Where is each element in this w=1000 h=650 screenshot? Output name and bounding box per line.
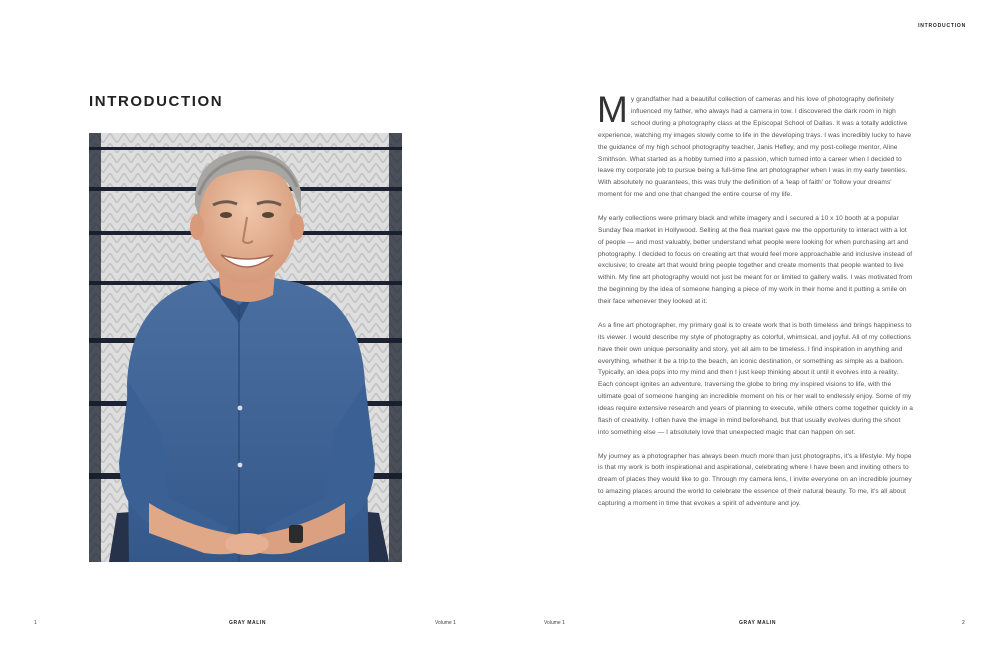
running-head: INTRODUCTION (918, 23, 966, 29)
introduction-body (597, 89, 914, 522)
paragraph-2: My early collections were primary black and white imagery and I secured a 10 x 10 booth at a popular Sunday flea market in Hollywood. Selling at the flea market gave me the opportunity to interact with a lot of people — and most valuably, better understand what people were looking for when purchasing art and photography. I decided to focus on creating art that would feel more approachable and inclusive instead of exclusive; to create art that would bring people together and create moments that people wanted to live within. My fine art photography would not just be meant for or limited to gallery walls. I was motivated from the beginning by the idea of someone hanging a piece of my work in their home and it putting a smile on their face whenever they looked at it. (598, 214, 913, 306)
right-footer-volume: Volume 1 (544, 620, 565, 626)
page-title: INTRODUCTION (89, 93, 224, 110)
right-page-number: 2 (962, 620, 965, 626)
left-footer-volume: Volume 1 (435, 620, 456, 626)
drop-cap: M (597, 89, 628, 130)
paragraph-1 (597, 89, 913, 201)
portrait-photo (89, 133, 402, 562)
paragraph-3: As a fine art photographer, my primary goal is to create work that is both timeless and brings happiness to its viewer. I would describe my style of photography as colorful, whimsical, and joyful. All of my collections have their own unique personality and story, yet all aim to be timeless. I find inspiration in anything and everything, whether it be a trip to the beach, an iconic destination, or something as simple as a balloon. Typically, an idea pops into my mind and then I just keep thinking about it until it evolves into a reality. Each concept ignites an adventure, traversing the globe to bring my inspired visions to life, with the ultimate goal of someone hanging an incredible moment on his or her wall to endlessly enjoy. Some of my ideas require extensive research and years of planning to execute, while others come together quickly in a flash of creativity. I often have the image in mind beforehand, but that usually evolves during the shoot into something else — I absolutely love that unexpected magic that can happen on set. (598, 321, 914, 436)
paragraph-4: My journey as a photographer has always been much more than just photographs, it's a lifestyle. My hope is that my work is both inspirational and aspirational, celebrating where I have been and inviting others to dream of places they would like to go. Through my camera lens, I invite everyone on an incredible journey to amazing places around the world to celebrate the essence of their natural beauty. To me, it's all about capturing a moment in time that evokes a spirit of adventure and joy. (598, 452, 912, 508)
right-footer-author: GRAY MALIN (739, 620, 777, 626)
left-page-number: 1 (34, 620, 37, 626)
left-footer-author: GRAY MALIN (229, 620, 267, 626)
portrait-illustration (89, 133, 402, 562)
paragraph-1-text: y grandfather had a beautiful collection of cameras and his love of photography definitely influenced my father, who always had a camera in tow. I discovered the dark room in high school during a photography class at the Episcopal School of Dallas. It was a totally addictive experience, watching my images slowly come to life in the developing trays. I was incredibly lucky to have the guidance of my high school photography teacher, Janis Hefley, and my post-college mentor, Aline Smithson. What started as a hobby turned into a passion, which turned into a career when I decided to leave my corporate job to pursue being a full-time fine art photographer when I was in my early twenties. With absolutely no guarantees, this was truly the definition of a 'leap of faith' or 'follow your dreams' moment for me and one that changed the entire course of my life. (598, 96, 912, 199)
